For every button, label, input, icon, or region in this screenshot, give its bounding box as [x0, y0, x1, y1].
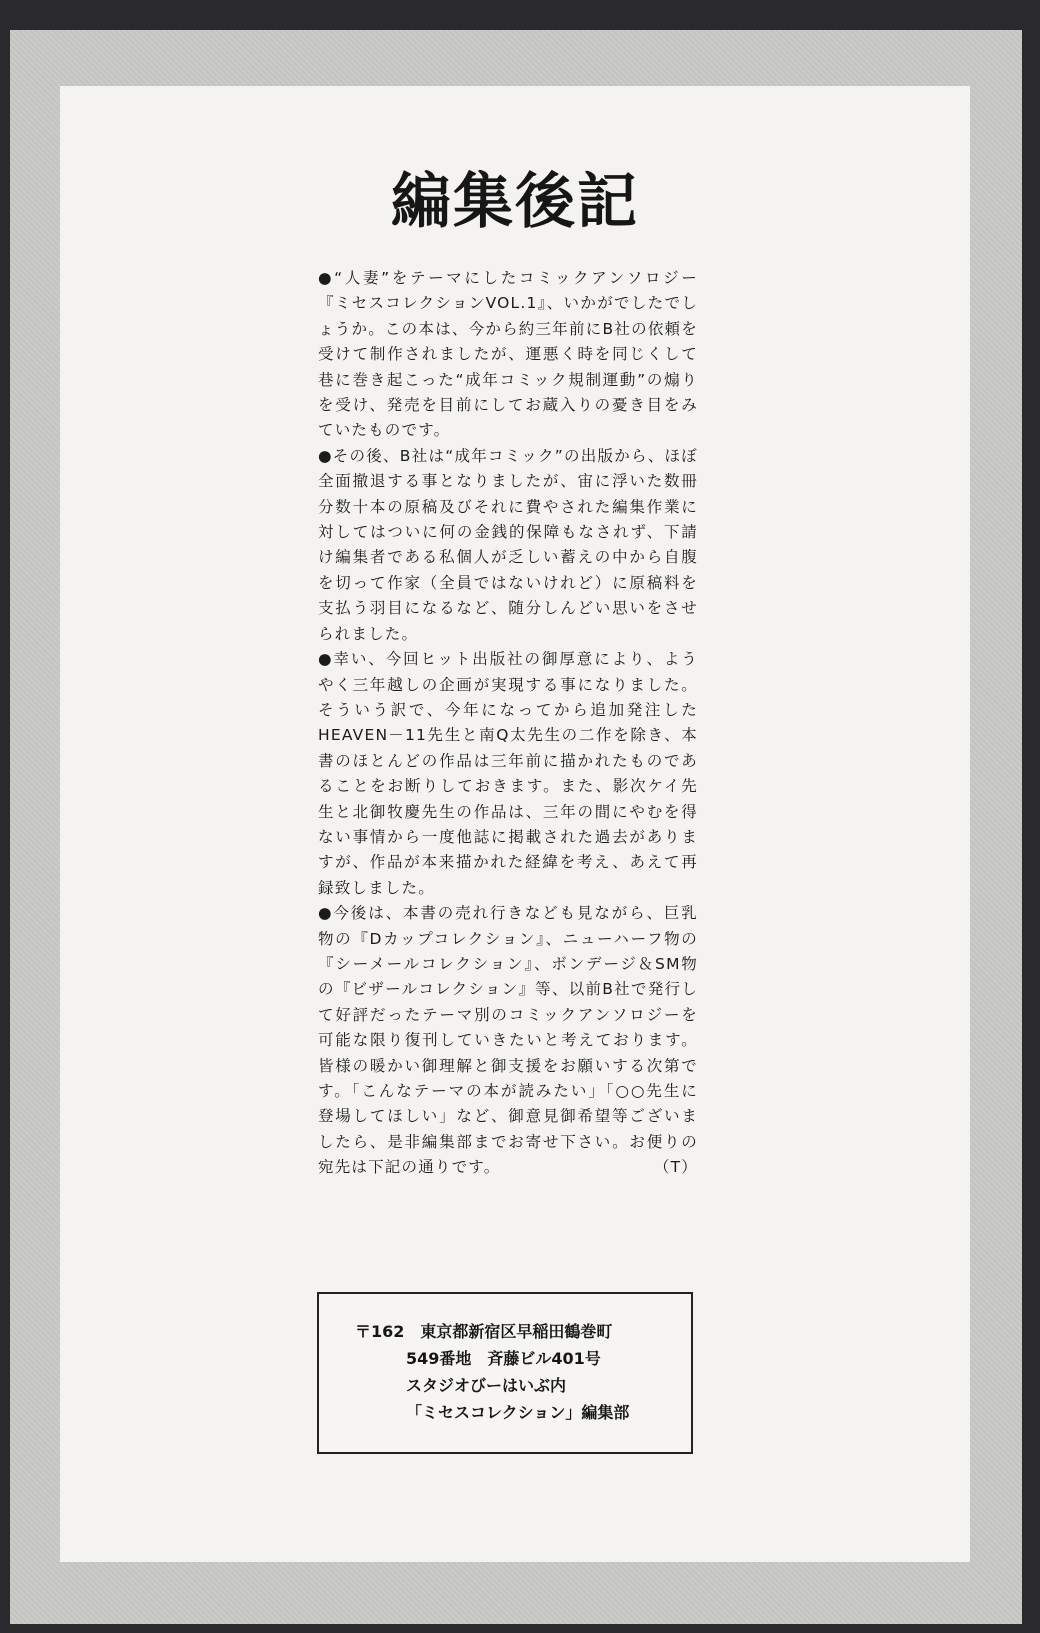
paragraph-3: ●幸い、今回ヒット出版社の御厚意により、ようやく三年越しの企画が実現する事になりました。そういう訳で、今年になってから追加発注したHEAVEN－11先生と南Q太先生の二作を除き、本書のほとんどの作品は三年前に描かれたものであることをお断りしておきます。また、影次ケイ先生と北御牧慶先生の作品は、三年の間にやむを得ない事情から一度他誌に掲載された過去がありますが、作品が本来描かれた経緯を考え、あえて再録致しました。 — [318, 650, 698, 897]
paragraph-4: ●今後は、本書の売れ行きなども見ながら、巨乳物の『Dカップコレクション』、ニューハーフ物の『シーメールコレクション』、ボンデージ＆SM物の『ビザールコレクション』等、以前B社で発行して好評だったテーマ別のコミックアンソロジーを可能な限り復刊していきたいと考えております。皆様の暖かい御理解と御支援をお願いする次第です。「こんなテーマの本が読みたい」「○○先生に登場してほしい」など、御意見御希望等ございましたら、是非編集部までお寄せ下さい。お便りの宛先は下記の通りです。 — [318, 904, 698, 1177]
address-line-4: 「ミセスコレクション」編集部 — [406, 1403, 630, 1422]
address-line-2: 549番地 斉藤ビル401号 — [406, 1349, 601, 1368]
page-title: 編集後記 — [391, 167, 639, 237]
address-line-1: 〒162 東京都新宿区早稲田鶴巻町 — [355, 1322, 613, 1341]
address-box — [317, 1292, 693, 1454]
address-line-3: スタジオびーはいぶ内 — [406, 1376, 567, 1395]
paragraph-2: ●その後、B社は“成年コミック”の出版から、ほぼ全面撤退する事となりましたが、宙に浮いた数冊分数十本の原稿及びそれに費やされた編集作業に対してはついに何の金銭的保障もなされず、下請け編集者である私個人が乏しい蓄えの中から自腹を切って作家（全員ではないけれど）に原稿料を支払う羽目になるなど、随分しんどい思いをさせられました。 — [318, 446, 698, 643]
signature: （T） — [653, 1158, 698, 1177]
book-page — [10, 30, 1022, 1624]
paragraph-1: ●“人妻”をテーマにしたコミックアンソロジー『ミセスコレクションVOL.1』、いかがでしたでしょうか。この本は、今から約三年前にB社の依頼を受けて制作されましたが、運悪く時を同じくして巷に巻き起こった“成年コミック規制運動”の煽りを受け、発売を目前にしてお蔵入りの憂き目をみていたものです。 — [318, 269, 698, 440]
page-content-area — [60, 86, 970, 1562]
afterword-body — [318, 266, 698, 1181]
mailing-address — [355, 1318, 629, 1426]
